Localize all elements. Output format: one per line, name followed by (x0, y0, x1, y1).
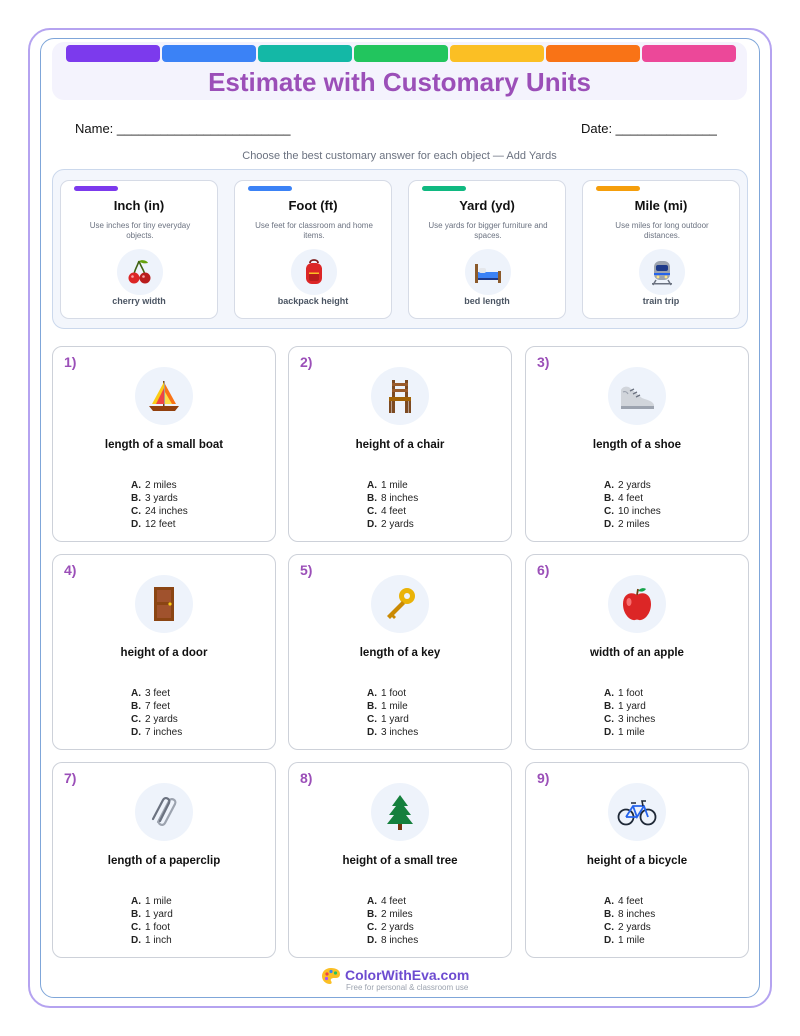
paperclip-icon (135, 783, 193, 841)
answer-choice-d[interactable]: D. 8 inches (367, 935, 419, 946)
answer-choice-a[interactable]: A. 2 miles (131, 480, 177, 491)
question-card-6 (525, 554, 749, 750)
unit-card-inch (60, 180, 218, 319)
answer-choice-c[interactable]: C. 2 yards (367, 922, 414, 933)
color-bar-segment-3 (258, 45, 352, 62)
unit-card-foot (234, 180, 392, 319)
answer-choice-d[interactable]: D. 2 miles (604, 519, 650, 530)
answer-choice-d[interactable]: D. 2 yards (367, 519, 414, 530)
color-bar-segment-2 (162, 45, 256, 62)
unit-name: Yard (yd) (459, 198, 515, 213)
color-bar-segment-7 (642, 45, 736, 62)
unit-accent-bar (74, 186, 118, 191)
answer-choice-c[interactable]: C. 2 yards (131, 714, 178, 725)
answer-choices (289, 479, 511, 531)
cherry-icon (117, 249, 163, 295)
answer-choice-a[interactable]: A. 4 feet (604, 896, 644, 907)
question-number: 7) (64, 770, 77, 786)
tree-icon (371, 783, 429, 841)
answer-choices (53, 895, 275, 947)
question-text: height of a door (120, 647, 208, 659)
backpack-icon (291, 249, 337, 295)
answer-choices (526, 479, 748, 531)
question-number: 9) (537, 770, 550, 786)
answer-choice-b[interactable]: B. 4 feet (604, 493, 644, 504)
question-card-2 (288, 346, 512, 542)
question-text: length of a shoe (592, 439, 682, 451)
answer-choices (526, 895, 748, 947)
question-number: 1) (64, 354, 77, 370)
footer-subtitle: Free for personal & classroom use (346, 983, 469, 992)
shoe-icon (608, 367, 666, 425)
answer-choices (289, 687, 511, 739)
unit-accent-bar (596, 186, 640, 191)
question-number: 3) (537, 354, 550, 370)
bicycle-icon (608, 783, 666, 841)
answer-choice-b[interactable]: B. 3 yards (131, 493, 178, 504)
key-icon (371, 575, 429, 633)
unit-name: Mile (mi) (634, 198, 688, 213)
answer-choice-b[interactable]: B. 1 mile (367, 701, 408, 712)
unit-name: Foot (ft) (288, 198, 338, 213)
question-card-4 (52, 554, 276, 750)
answer-choice-c[interactable]: C. 2 yards (604, 922, 651, 933)
unit-example: train trip (642, 296, 680, 306)
answer-choice-d[interactable]: D. 7 inches (131, 727, 183, 738)
question-number: 6) (537, 562, 550, 578)
name-field[interactable]: Name: ________________________ (75, 121, 291, 136)
unit-description: Use inches for tiny everyday objects. (89, 221, 191, 240)
unit-name: Inch (in) (113, 198, 165, 213)
answer-choice-a[interactable]: A. 3 feet (131, 688, 171, 699)
unit-example: backpack height (277, 296, 349, 306)
question-text: width of an apple (590, 647, 684, 659)
answer-choice-a[interactable]: A. 1 mile (131, 896, 172, 907)
unit-accent-bar (248, 186, 292, 191)
question-text: height of a bicycle (586, 855, 688, 867)
chair-icon (371, 367, 429, 425)
color-bar-segment-1 (66, 45, 160, 62)
answer-choice-c[interactable]: C. 3 inches (604, 714, 656, 725)
answer-choice-c[interactable]: C. 24 inches (131, 506, 188, 517)
instructions: Choose the best customary answer for each object — Add Yards (242, 150, 557, 162)
question-text: length of a paperclip (107, 855, 221, 867)
door-icon (135, 575, 193, 633)
question-number: 8) (300, 770, 313, 786)
unit-example: bed length (464, 296, 510, 306)
answer-choice-d[interactable]: D. 1 mile (604, 727, 645, 738)
answer-choice-a[interactable]: A. 2 yards (604, 480, 651, 491)
answer-choice-d[interactable]: D. 1 mile (604, 935, 645, 946)
apple-icon (608, 575, 666, 633)
answer-choice-d[interactable]: D. 1 inch (131, 935, 172, 946)
answer-choice-b[interactable]: B. 1 yard (604, 701, 646, 712)
question-number: 5) (300, 562, 313, 578)
answer-choice-a[interactable]: A. 1 foot (367, 688, 407, 699)
answer-choice-a[interactable]: A. 1 mile (367, 480, 408, 491)
question-card-1 (52, 346, 276, 542)
answer-choice-a[interactable]: A. 4 feet (367, 896, 407, 907)
answer-choice-b[interactable]: B. 8 inches (367, 493, 419, 504)
unit-card-mile (582, 180, 740, 319)
train-icon (639, 249, 685, 295)
answer-choice-c[interactable]: C. 1 yard (367, 714, 409, 725)
answer-choice-d[interactable]: D. 12 feet (131, 519, 176, 530)
unit-description: Use feet for classroom and home items. (255, 221, 373, 240)
question-text: height of a small tree (342, 855, 458, 867)
rainbow-color-bar (66, 45, 736, 62)
unit-example: cherry width (112, 296, 166, 306)
color-bar-segment-5 (450, 45, 544, 62)
unit-card-yard (408, 180, 566, 319)
color-bar-segment-4 (354, 45, 448, 62)
answer-choice-b[interactable]: B. 1 yard (131, 909, 173, 920)
question-text: length of a key (359, 647, 441, 659)
answer-choice-d[interactable]: D. 3 inches (367, 727, 419, 738)
answer-choices (53, 687, 275, 739)
unit-description: Use yards for bigger furniture and spaces. (428, 221, 548, 240)
color-bar-segment-6 (546, 45, 640, 62)
answer-choice-c[interactable]: C. 4 feet (367, 506, 407, 517)
answer-choices (53, 479, 275, 531)
answer-choice-c[interactable]: C. 1 foot (131, 922, 171, 933)
question-text: height of a chair (355, 439, 445, 451)
unit-accent-bar (422, 186, 466, 191)
question-card-8 (288, 762, 512, 958)
palette-icon (320, 966, 342, 986)
answer-choice-b[interactable]: B. 8 inches (604, 909, 656, 920)
answer-choice-a[interactable]: A. 1 foot (604, 688, 644, 699)
answer-choices (526, 687, 748, 739)
sailboat-icon (135, 367, 193, 425)
question-number: 2) (300, 354, 313, 370)
answer-choice-b[interactable]: B. 7 feet (131, 701, 171, 712)
question-card-7 (52, 762, 276, 958)
answer-choices (289, 895, 511, 947)
bed-icon (465, 249, 511, 295)
date-field[interactable]: Date: ______________ (581, 121, 717, 136)
question-card-3 (525, 346, 749, 542)
footer-brand[interactable]: ColorWithEva.com (345, 967, 470, 983)
answer-choice-b[interactable]: B. 2 miles (367, 909, 413, 920)
question-text: length of a small boat (104, 439, 224, 451)
page-title: Estimate with Customary Units (208, 67, 591, 97)
question-number: 4) (64, 562, 77, 578)
unit-description: Use miles for long outdoor distances. (615, 221, 709, 240)
question-card-9 (525, 762, 749, 958)
question-card-5 (288, 554, 512, 750)
answer-choice-c[interactable]: C. 10 inches (604, 506, 661, 517)
